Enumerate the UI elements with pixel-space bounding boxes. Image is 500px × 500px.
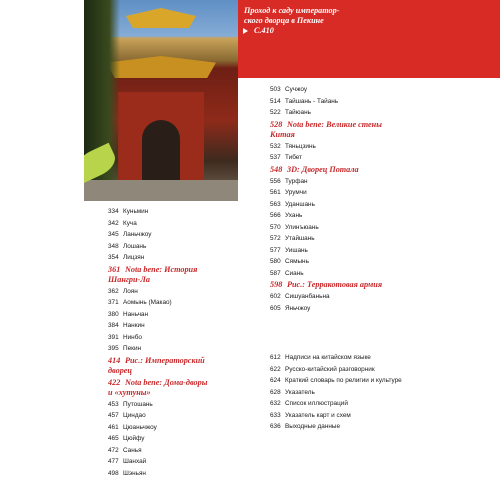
toc-entry-title: Цюаньчжоу [123, 423, 157, 431]
caption-line: Проход к саду император- [244, 6, 340, 15]
toc-page-number: 342 [108, 219, 119, 227]
toc-page-number: 354 [108, 254, 119, 261]
photo-roof-top [126, 8, 196, 28]
toc-entry-title: Рис.: Императорский [125, 355, 205, 365]
toc-entry[interactable] [270, 187, 382, 199]
toc-page-number: 612 [270, 354, 281, 361]
toc-page-number: 528 [270, 119, 283, 129]
toc-entry-title: Сучжоу [285, 86, 308, 93]
toc-entry-title: Циндао [123, 412, 146, 419]
toc-entry[interactable] [270, 210, 382, 222]
toc-entry[interactable] [108, 468, 207, 480]
triangle-arrow-icon [243, 28, 248, 34]
toc-entry-title: 3D: Дворец Потала [287, 164, 359, 174]
toc-entry-title: Тяньцзинь [285, 142, 316, 150]
toc-page-number: 348 [108, 242, 119, 250]
toc-entry-title-continued: Китая [270, 129, 295, 139]
toc-entry-title: Уданшань [285, 200, 315, 208]
toc-entry-title: Указатель [285, 388, 315, 396]
toc-page-number: 602 [270, 293, 281, 300]
toc-page-number: 503 [270, 86, 281, 93]
toc-entry[interactable] [108, 410, 207, 422]
toc-entry[interactable] [108, 320, 207, 332]
toc-page-number: 566 [270, 212, 281, 219]
toc-page-number: 563 [270, 200, 281, 208]
toc-page-number: 532 [270, 142, 281, 150]
toc-page-number: 334 [108, 208, 119, 215]
toc-page-number: 380 [108, 310, 119, 318]
toc-entry[interactable] [108, 399, 207, 411]
toc-page-number: 465 [108, 435, 119, 442]
toc-entry[interactable] [108, 445, 207, 457]
toc-entry-title: Краткий словарь по религии и культуре [285, 377, 402, 384]
toc-entry[interactable] [270, 410, 402, 422]
toc-left-column [108, 206, 207, 479]
toc-entry[interactable] [108, 286, 207, 298]
toc-entry[interactable] [270, 375, 402, 387]
toc-page-number: 598 [270, 280, 283, 289]
toc-page-number: 580 [270, 258, 281, 265]
toc-entry[interactable] [270, 421, 402, 433]
toc-entry[interactable] [108, 309, 207, 321]
caption-page-ref[interactable] [243, 26, 274, 35]
toc-entry-title: Сямынь [285, 258, 309, 265]
toc-entry-title: Nota bene: Дома-дворы [125, 377, 208, 387]
toc-page-number: 472 [108, 446, 119, 454]
toc-entry-title: Санья [123, 446, 142, 454]
toc-entry-title: Nota bene: История [125, 264, 198, 274]
toc-page-number: 384 [108, 322, 119, 329]
toc-page-number: 628 [270, 388, 281, 396]
toc-entry[interactable] [270, 291, 382, 303]
toc-entry-title: Лошань [123, 242, 147, 250]
toc-page-number: 422 [108, 377, 121, 387]
toc-entry-title: Русско-китайский разговорник [285, 365, 375, 373]
toc-entry[interactable] [270, 398, 402, 410]
toc-entry-title: Тайшань - Тайань [285, 97, 339, 105]
toc-entry-title: Ухань [285, 212, 303, 219]
toc-back-matter [270, 352, 402, 433]
toc-entry-title: Список иллюстраций [285, 400, 348, 407]
toc-entry-title: Куча [123, 219, 137, 227]
toc-entry[interactable] [108, 343, 207, 355]
toc-page-number: 556 [270, 177, 281, 185]
toc-entry-title: Наньчан [123, 310, 149, 318]
toc-entry-title: Путошань [123, 400, 153, 408]
toc-page-number: 457 [108, 412, 119, 419]
toc-entry-title: Урумчи [285, 189, 307, 196]
photo-ground [84, 180, 238, 201]
toc-entry-title: Пекин [123, 345, 142, 352]
toc-page-number: 391 [108, 333, 119, 341]
toc-page-number: 514 [270, 97, 281, 105]
caption-line: ского дворца в Пекине [244, 16, 324, 25]
toc-entry[interactable] [108, 297, 207, 309]
toc-entry[interactable] [270, 222, 382, 234]
toc-entry[interactable] [108, 252, 207, 264]
toc-entry[interactable] [270, 268, 382, 280]
toc-entry-title-continued: Шангри-Ла [108, 274, 150, 284]
toc-entry-title-continued: и «хутуны» [108, 387, 151, 397]
toc-entry-title: Ланьчжоу [123, 231, 152, 238]
toc-page-number: 624 [270, 377, 281, 384]
toc-page-number: 414 [108, 355, 121, 365]
toc-entry[interactable] [270, 256, 382, 268]
toc-entry[interactable] [270, 233, 382, 245]
toc-entry-title-continued: дворец [108, 365, 132, 375]
toc-entry[interactable] [108, 264, 207, 286]
toc-entry[interactable] [108, 422, 207, 434]
toc-page-number: 477 [108, 458, 119, 465]
toc-entry[interactable] [108, 332, 207, 344]
toc-entry[interactable] [270, 279, 382, 291]
photo-caption [244, 6, 364, 26]
toc-entry-title: Улинъюань [285, 223, 319, 231]
toc-page-number: 345 [108, 231, 119, 238]
toc-page-number: 622 [270, 365, 281, 373]
toc-entry[interactable] [270, 303, 382, 315]
toc-entry[interactable] [270, 387, 402, 399]
toc-entry[interactable] [270, 84, 382, 96]
toc-entry-title: Нанкин [123, 322, 145, 329]
toc-entry[interactable] [270, 141, 382, 153]
toc-entry-title: Шэньян [123, 469, 146, 477]
toc-page-number: 395 [108, 345, 119, 352]
toc-page-number: 361 [108, 264, 121, 274]
toc-page-number: 587 [270, 269, 281, 277]
toc-entry-title: Сиань [285, 269, 304, 277]
toc-entry[interactable] [108, 229, 207, 241]
toc-page-number: 498 [108, 469, 119, 477]
toc-entry[interactable] [270, 96, 382, 108]
toc-entry-title: Лоян [123, 287, 138, 295]
toc-entry-title: Указатель карт и схем [285, 411, 351, 419]
toc-right-column [270, 84, 382, 314]
toc-entry[interactable] [108, 218, 207, 230]
toc-entry-title: Аомынь (Макао) [123, 299, 172, 306]
toc-entry-title: Шанхай [123, 458, 147, 465]
toc-entry[interactable] [270, 199, 382, 211]
caption-page-ref-label: С.410 [254, 26, 274, 35]
toc-page-number: 537 [270, 154, 281, 161]
toc-page-number: 577 [270, 246, 281, 254]
toc-entry[interactable] [270, 364, 402, 376]
toc-entry[interactable] [108, 433, 207, 445]
toc-entry[interactable] [108, 456, 207, 468]
toc-entry[interactable] [270, 176, 382, 188]
toc-page-number: 570 [270, 223, 281, 231]
toc-entry[interactable] [270, 352, 402, 364]
toc-entry[interactable] [108, 206, 207, 218]
toc-entry[interactable] [270, 107, 382, 119]
toc-page-number: 371 [108, 299, 119, 306]
toc-page-number: 605 [270, 304, 281, 312]
toc-entry[interactable] [270, 152, 382, 164]
toc-page-number: 548 [270, 164, 283, 174]
toc-page-number: 572 [270, 235, 281, 242]
toc-entry-title: Рис.: Терракотовая армия [287, 280, 383, 289]
toc-entry-title: Яньчжоу [285, 304, 311, 312]
toc-entry-title: Уишань [285, 246, 308, 254]
toc-page-number: 522 [270, 109, 281, 116]
toc-entry[interactable] [108, 355, 207, 377]
toc-entry[interactable] [108, 241, 207, 253]
toc-page-number: 561 [270, 189, 281, 196]
toc-page-number: 461 [108, 423, 119, 431]
toc-entry-title: Выходные данные [285, 423, 341, 430]
photo-archway [142, 120, 180, 180]
toc-entry-title: Тибет [285, 154, 303, 161]
toc-entry-title: Нинбо [123, 333, 142, 341]
toc-entry-title: Турфан [285, 177, 308, 185]
photo-roof-lower [106, 56, 216, 78]
toc-entry-title: Цюйфу [123, 435, 145, 442]
toc-entry-title: Тайюань [285, 109, 311, 116]
toc-entry[interactable] [270, 245, 382, 257]
toc-entry-title: Сишуанбаньна [285, 293, 330, 300]
toc-entry-title: Nota bene: Великие стены [287, 119, 382, 129]
toc-page-number: 362 [108, 287, 119, 295]
toc-page-number: 636 [270, 423, 281, 430]
toc-entry-title: Надписи на китайском языке [285, 354, 371, 361]
toc-entry-title: Утайшань [285, 235, 315, 242]
toc-entry[interactable] [270, 164, 382, 176]
temple-gate-photo [84, 0, 238, 201]
toc-page-number: 453 [108, 400, 119, 408]
toc-entry-title: Лицзян [123, 254, 145, 261]
toc-entry-title: Куньмин [123, 208, 149, 215]
toc-page-number: 633 [270, 411, 281, 419]
toc-entry[interactable] [108, 377, 207, 399]
toc-page-number: 632 [270, 400, 281, 407]
toc-entry[interactable] [270, 119, 382, 141]
